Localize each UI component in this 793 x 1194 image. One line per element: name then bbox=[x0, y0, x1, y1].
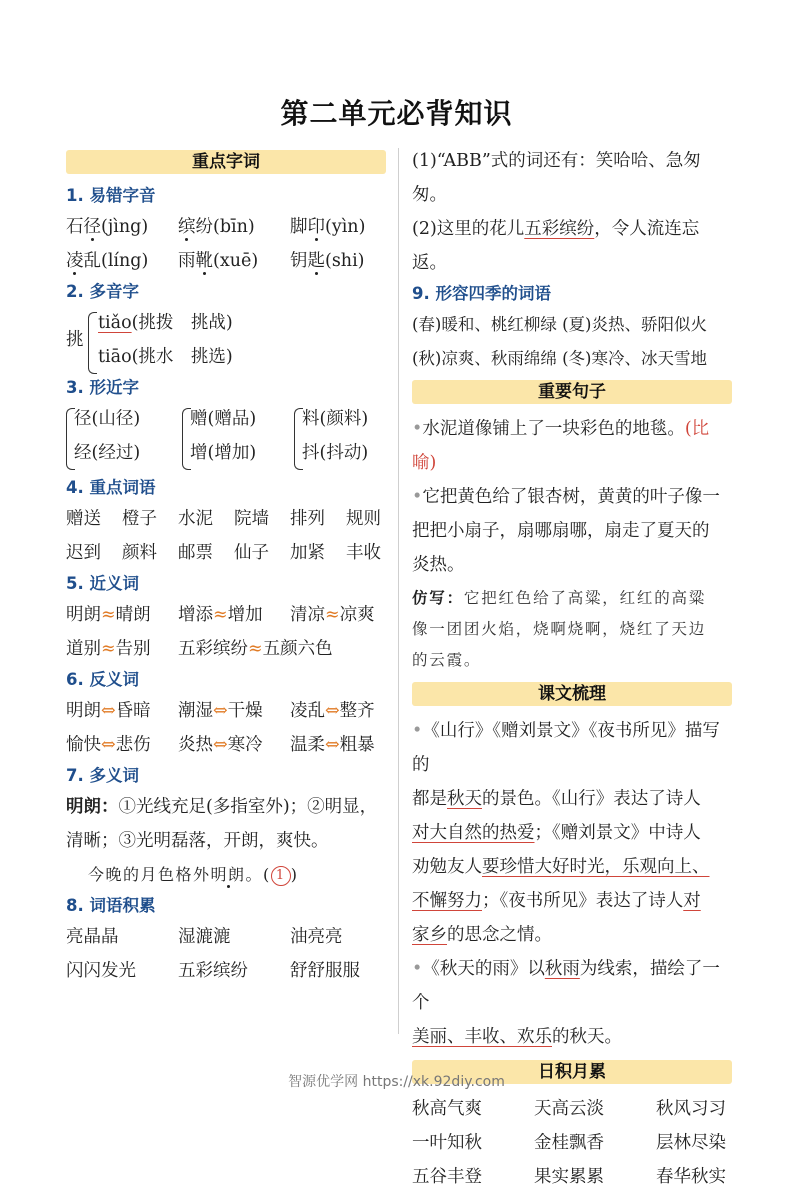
similar-pair bbox=[302, 402, 368, 470]
idiom: 层林尽染 bbox=[656, 1133, 726, 1153]
heading-polysemy: 7. 多义词 bbox=[66, 766, 139, 785]
pinyin: tiǎo bbox=[98, 313, 132, 333]
similar-char: 经(经过) bbox=[74, 443, 141, 463]
section-bar-daily-accumulation: 日积月累 bbox=[412, 1060, 732, 1084]
accumulation-row bbox=[66, 954, 386, 988]
synonym-pair: 清凉≈凉爽 bbox=[290, 605, 375, 625]
example-sentence: (2)这里的花儿五彩缤纷，令人流连忘返。 bbox=[412, 219, 700, 273]
antonym-row bbox=[66, 728, 386, 762]
footer-watermark: 智源优学网 https://xk.92diy.com bbox=[288, 1074, 505, 1090]
synonym-pair: 五彩缤纷≈五颜六色 bbox=[178, 639, 333, 659]
left-column bbox=[66, 150, 386, 988]
word-item: 舒舒服服 bbox=[290, 961, 360, 981]
brace bbox=[88, 312, 97, 374]
similar-char: 料(颜料) bbox=[302, 409, 369, 429]
similar-char: 增(增加) bbox=[190, 443, 257, 463]
antonym-pair: 潮湿⇔干燥 bbox=[178, 701, 263, 721]
polyphone-group bbox=[66, 306, 386, 374]
word-item: 规则 bbox=[346, 509, 381, 529]
synonym-pair: 增添≈增加 bbox=[178, 605, 263, 625]
heading-antonyms: 6. 反义词 bbox=[66, 670, 139, 689]
word-item: 凌乱(líng) bbox=[66, 251, 149, 271]
heading-pronunciation: 1. 易错字音 bbox=[66, 186, 156, 205]
word-item: 缤纷(bīn) bbox=[178, 217, 255, 237]
antonym-pair: 凌乱⇔整齐 bbox=[290, 701, 375, 721]
section-bar-key-sentences: 重要句子 bbox=[412, 380, 732, 404]
word-item: 仙子 bbox=[234, 543, 269, 563]
similar-char: 抖(抖动) bbox=[302, 443, 369, 463]
accumulation-row bbox=[66, 920, 386, 954]
right-column bbox=[412, 144, 732, 1194]
polysemy-example: 今晚的月色格外明朗。( 1 ) bbox=[88, 865, 299, 884]
antonym-row bbox=[66, 694, 386, 728]
polyphone-line bbox=[98, 340, 233, 374]
idiom: 秋风习习 bbox=[656, 1099, 726, 1119]
key-words-row bbox=[66, 536, 386, 570]
word-item: 雨靴(xuē) bbox=[178, 251, 259, 271]
word-item: 赠送 bbox=[66, 509, 101, 529]
pinyin: tiāo bbox=[98, 347, 132, 367]
idiom: 五谷丰登 bbox=[412, 1167, 482, 1187]
column-divider bbox=[398, 148, 399, 1034]
polyphone-line bbox=[98, 306, 233, 340]
word-item: 油亮亮 bbox=[290, 927, 343, 947]
key-sentence: •它把黄色给了银杏树，黄黄的叶子像一 把把小扇子，扇哪扇哪，扇走了夏天的 炎热。 bbox=[412, 487, 720, 575]
word-item: 钥匙(shi) bbox=[290, 251, 365, 271]
section-bar-text-summary: 课文梳理 bbox=[412, 682, 732, 706]
word-item: 迟到 bbox=[66, 543, 101, 563]
heading-polyphone: 2. 多音字 bbox=[66, 282, 139, 301]
word-item: 五彩缤纷 bbox=[178, 961, 248, 981]
similar-chars-group bbox=[66, 402, 386, 474]
polysemy-definition: 明朗：①光线充足(多指室外)；②明显， 清晰；③光明磊落，开朗，爽快。 bbox=[66, 797, 378, 851]
polyphone-words: (挑拨 挑战) bbox=[131, 313, 233, 333]
seasons-row: (春)暖和、桃红柳绿 (夏)炎热、骄阳似火 bbox=[412, 315, 707, 334]
imitation-writing: 仿写：它把红色给了高粱，红红的高粱 像一团团火焰，烧啊烧啊，烧红了天边 的云霞。 bbox=[412, 588, 707, 669]
seasons-row: (秋)凉爽、秋雨绵绵 (冬)寒冷、冰天雪地 bbox=[412, 349, 707, 368]
word-item: 加紧 bbox=[290, 543, 325, 563]
idiom-row bbox=[412, 1126, 732, 1160]
heading-synonyms: 5. 近义词 bbox=[66, 574, 139, 593]
similar-char: 赠(赠品) bbox=[190, 409, 257, 429]
word-item: 邮票 bbox=[178, 543, 213, 563]
word-item: 橙子 bbox=[122, 509, 157, 529]
key-sentence: •水泥道像铺上了一块彩色的地毯。(比喻) bbox=[412, 419, 710, 473]
summary-paragraph: •《山行》《赠刘景文》《夜书所见》描写的 都是秋天的景色。《山行》表达了诗人 对大自然的热爱；《赠刘景文》中诗人 劝勉友人要珍惜大好时光，乐观向上、 不懈努力；《夜书所见》表达了诗人对 家乡的思念之情。 bbox=[412, 721, 720, 945]
similar-pair bbox=[190, 402, 256, 470]
word-item: 颜料 bbox=[122, 543, 157, 563]
polyphone-char: 挑 bbox=[66, 330, 84, 350]
section-bar-key-words: 重点字词 bbox=[66, 150, 386, 174]
idiom: 天高云淡 bbox=[534, 1099, 604, 1119]
idiom: 果实累累 bbox=[534, 1167, 604, 1187]
key-words-row bbox=[66, 502, 386, 536]
synonym-pair: 道别≈告别 bbox=[66, 639, 151, 659]
idiom: 春华秋实 bbox=[656, 1167, 726, 1187]
synonym-pair: 明朗≈晴朗 bbox=[66, 605, 151, 625]
word-item: 闪闪发光 bbox=[66, 961, 136, 981]
idiom: 秋高气爽 bbox=[412, 1099, 482, 1119]
word-item: 石径(jìng) bbox=[66, 217, 149, 237]
summary-paragraph: •《秋天的雨》以秋雨为线索，描绘了一个 美丽、丰收、欢乐的秋天。 bbox=[412, 959, 720, 1047]
pronunciation-row bbox=[66, 210, 386, 244]
word-item: 院墙 bbox=[234, 509, 269, 529]
polysemy-term: 明朗： bbox=[66, 797, 119, 817]
polyphone-words: (挑水 挑选) bbox=[131, 347, 233, 367]
word-item: 丰收 bbox=[346, 543, 381, 563]
antonym-pair: 愉快⇔悲伤 bbox=[66, 735, 151, 755]
antonym-pair: 温柔⇔粗暴 bbox=[290, 735, 375, 755]
heading-similar-chars: 3. 形近字 bbox=[66, 378, 139, 397]
idiom-row bbox=[412, 1092, 732, 1126]
pronunciation-row bbox=[66, 244, 386, 278]
heading-seasons: 9. 形容四季的词语 bbox=[412, 284, 551, 303]
similar-char: 径(山径) bbox=[74, 409, 141, 429]
idiom: 金桂飘香 bbox=[534, 1133, 604, 1153]
heading-accumulation: 8. 词语积累 bbox=[66, 896, 156, 915]
word-item: 脚印(yìn) bbox=[290, 217, 366, 237]
antonym-pair: 明朗⇔昏暗 bbox=[66, 701, 151, 721]
synonym-row bbox=[66, 632, 386, 666]
idiom: 一叶知秋 bbox=[412, 1133, 482, 1153]
word-item: 湿漉漉 bbox=[178, 927, 231, 947]
word-item: 亮晶晶 bbox=[66, 927, 119, 947]
answer-circle: 1 bbox=[271, 866, 291, 886]
heading-key-words: 4. 重点词语 bbox=[66, 478, 156, 497]
synonym-row bbox=[66, 598, 386, 632]
word-item: 排列 bbox=[290, 509, 325, 529]
page-title: 第二单元必背知识 bbox=[280, 97, 513, 130]
abb-note: (1)“ABB”式的词还有：笑哈哈、急匆匆。 bbox=[412, 151, 701, 205]
similar-pair bbox=[74, 402, 140, 470]
antonym-pair: 炎热⇔寒冷 bbox=[178, 735, 263, 755]
word-item: 水泥 bbox=[178, 509, 213, 529]
idiom-row bbox=[412, 1160, 732, 1194]
